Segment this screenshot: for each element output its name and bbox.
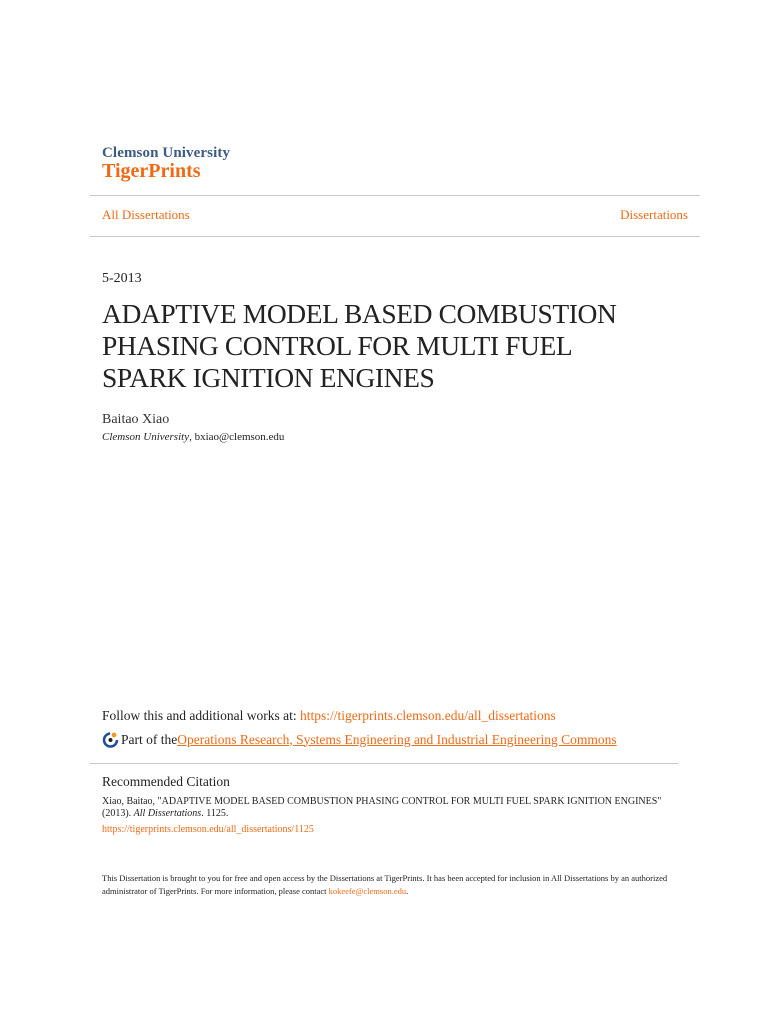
follow-prefix: Follow this and additional works at: bbox=[102, 708, 300, 723]
commons-logo-icon bbox=[102, 731, 119, 748]
footer-text-part2: . bbox=[406, 886, 409, 896]
affiliation-institution: Clemson University bbox=[102, 431, 190, 443]
title-line: ADAPTIVE MODEL BASED COMBUSTION bbox=[102, 298, 617, 329]
title-line: SPARK IGNITION ENGINES bbox=[102, 362, 435, 393]
citation-text bbox=[102, 796, 662, 820]
recommended-citation-heading: Recommended Citation bbox=[102, 774, 230, 789]
part-of-prefix: Part of the bbox=[121, 731, 178, 747]
author-name: Baitao Xiao bbox=[102, 412, 170, 427]
citation-journal: All Dissertations bbox=[133, 808, 202, 819]
affiliation-email: , bxiao@clemson.edu bbox=[189, 431, 285, 443]
document-title bbox=[102, 298, 702, 394]
follow-line bbox=[102, 708, 556, 724]
nav-divider bbox=[90, 236, 700, 237]
top-divider bbox=[90, 195, 700, 196]
all-dissertations-link[interactable]: All Dissertations bbox=[102, 207, 190, 222]
footer-text-part1: This Dissertation is brought to you for free and open access by the Dissertations at TigerPrints. It has been accepted for inclusion in All Dissertations by an authorized administrator of TigerPrints. For more information, please contact bbox=[102, 873, 668, 896]
contact-email-link[interactable]: kokeefe@clemson.edu bbox=[328, 886, 407, 896]
repository-name[interactable]: TigerPrints bbox=[102, 160, 201, 182]
dissertations-link[interactable]: Dissertations bbox=[620, 207, 688, 222]
citation-divider bbox=[90, 763, 678, 764]
title-line: PHASING CONTROL FOR MULTI FUEL bbox=[102, 330, 573, 361]
university-name: Clemson University bbox=[102, 145, 231, 161]
footer-notice bbox=[102, 872, 682, 898]
part-of-line bbox=[102, 731, 617, 748]
citation-text-part1: Xiao, Baitao, "ADAPTIVE MODEL BASED COMBUSTION PHASING CONTROL FOR MULTI FUEL SPARK IGNITION ENGINES" (2013). bbox=[102, 796, 662, 819]
all-dissertations-url-link[interactable]: https://tigerprints.clemson.edu/all_dissertations bbox=[300, 708, 556, 723]
author-affiliation bbox=[102, 431, 284, 443]
citation-url-link[interactable]: https://tigerprints.clemson.edu/all_dissertations/1125 bbox=[102, 824, 314, 835]
citation-text-part2: . 1125. bbox=[201, 808, 229, 819]
commons-link[interactable]: Operations Research, Systems Engineering and Industrial Engineering Commons bbox=[177, 731, 617, 747]
publication-date: 5-2013 bbox=[102, 271, 142, 286]
